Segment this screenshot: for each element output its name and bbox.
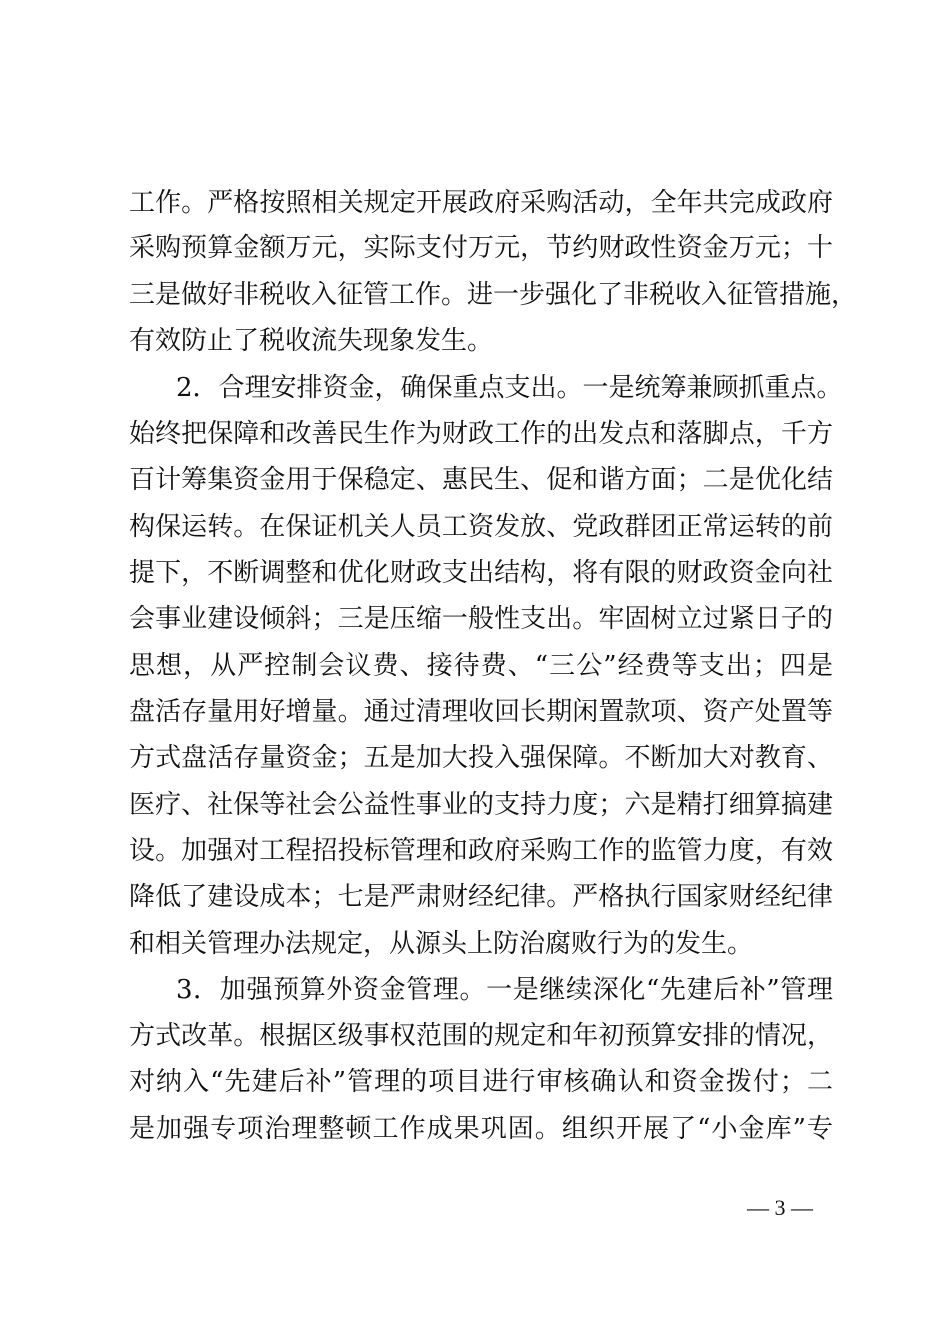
text-line: 方式改革。根据区级事权范围的规定和年初预算安排的情况， <box>129 1021 833 1051</box>
text-line: 始终把保障和改善民生作为财政工作的出发点和落脚点，千方 <box>129 419 833 449</box>
text-line: 有效防止了税收流失现象发生。 <box>129 326 494 356</box>
text-line: 医疗、社保等社会公益性事业的支持力度；六是精打细算搞建 <box>129 790 833 820</box>
paragraph-heading-2: 2．合理安排资金，确保重点支出。一是统筹兼顾抓重点。 <box>176 373 843 403</box>
text-line: 思想，从严控制会议费、接待费、“三公”经费等支出；四是 <box>129 651 833 681</box>
text-line: 工作。严格按照相关规定开展政府采购活动，全年共完成政府 <box>129 188 833 218</box>
text-line: 会事业建设倾斜；三是压缩一般性支出。牢固树立过紧日子的 <box>129 604 833 634</box>
text-line: 方式盘活存量资金；五是加大投入强保障。不断加大对教育、 <box>129 743 833 773</box>
text-line: 采购预算金额万元，实际支付万元，节约财政性资金万元；十 <box>129 233 833 263</box>
text-line: 设。加强对工程招投标管理和政府采购工作的监管力度，有效 <box>129 836 833 866</box>
text-line: 构保运转。在保证机关人员工资发放、党政群团正常运转的前 <box>129 512 833 542</box>
text-line: 对纳入“先建后补”管理的项目进行审核确认和资金拨付；二 <box>129 1067 833 1097</box>
page-number: — 3 — <box>747 1195 813 1220</box>
text-line: 盘活存量用好增量。通过清理收回长期闲置款项、资产处置等 <box>129 697 833 727</box>
text-line: 降低了建设成本；七是严肃财经纪律。严格执行国家财经纪律 <box>129 882 833 912</box>
text-line: 三是做好非税收入征管工作。进一步强化了非税收入征管措施， <box>129 280 858 310</box>
text-line: 提下，不断调整和优化财政支出结构，将有限的财政资金向社 <box>129 558 833 588</box>
text-line: 和相关管理办法规定，从源头上防治腐败行为的发生。 <box>129 929 754 959</box>
text-line: 是加强专项治理整顿工作成果巩固。组织开展了“小金库”专 <box>129 1114 833 1144</box>
text-line: 百计筹集资金用于保稳定、惠民生、促和谐方面；二是优化结 <box>129 465 833 495</box>
paragraph-heading-3: 3．加强预算外资金管理。一是继续深化“先建后补”管理 <box>176 975 833 1005</box>
